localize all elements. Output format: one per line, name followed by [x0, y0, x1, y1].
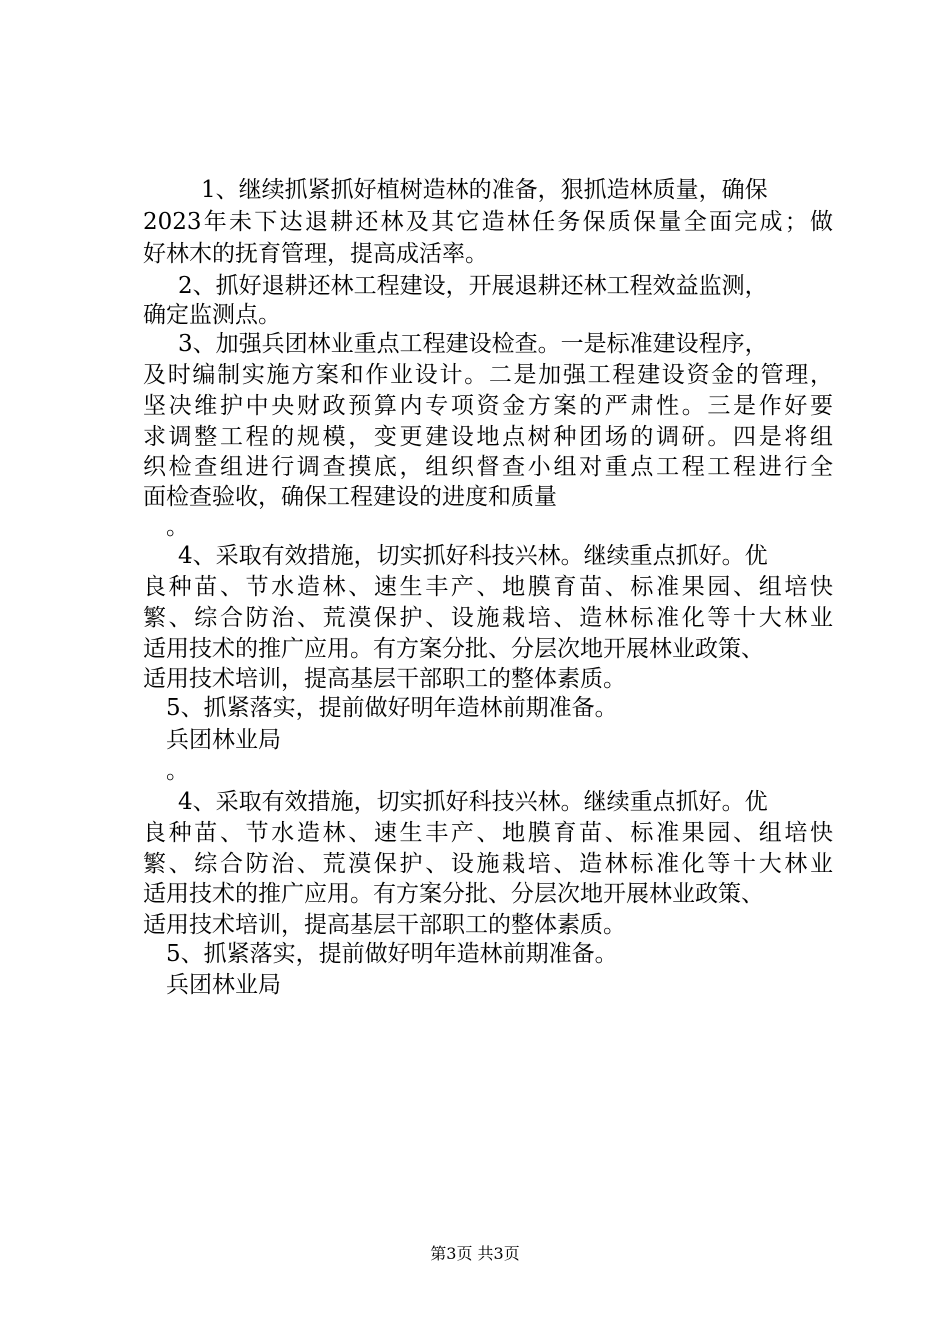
- text-line: 。: [143, 758, 189, 784]
- text-line: 1、继续抓紧抓好植树造林的准备，狠抓造林质量，确保: [178, 177, 768, 203]
- text-line: 5、抓紧落实，提前做好明年造林前期准备。: [143, 941, 618, 967]
- text-line: 繁、综合防治、荒漠保护、设施栽培、造林标准化等十大林业: [143, 851, 833, 877]
- text-line: 兵团林业局: [143, 972, 281, 998]
- text-line: 适用技术培训，提高基层干部职工的整体素质。: [143, 666, 626, 692]
- text-line: 2、抓好退耕还林工程建设，开展退耕还林工程效益监测，: [155, 273, 768, 299]
- text-line: 面检查验收，确保工程建设的进度和质量: [143, 484, 557, 510]
- text-line: 确定监测点。: [143, 302, 281, 328]
- text-line: 适用技术的推广应用。有方案分批、分层次地开展林业政策、: [143, 881, 764, 907]
- text-line: 5、抓紧落实，提前做好明年造林前期准备。: [143, 695, 618, 721]
- text-line: 兵团林业局: [143, 727, 281, 753]
- text-line: 良种苗、节水造林、速生丰产、地膜育苗、标准果园、组培快: [143, 820, 833, 846]
- text-line: 。: [143, 514, 189, 540]
- text-line: 3、加强兵团林业重点工程建设检查。一是标准建设程序，: [155, 331, 768, 357]
- text-line: 坚决维护中央财政预算内专项资金方案的严肃性。三是作好要: [143, 393, 833, 419]
- text-line: 适用技术的推广应用。有方案分批、分层次地开展林业政策、: [143, 636, 764, 662]
- text-line: 良种苗、节水造林、速生丰产、地膜育苗、标准果园、组培快: [143, 574, 833, 600]
- text-line: 2023年未下达退耕还林及其它造林任务保质保量全面完成；做: [143, 209, 833, 235]
- text-line: 织检查组进行调查摸底，组织督查小组对重点工程工程进行全: [143, 454, 833, 480]
- text-line: 适用技术培训，提高基层干部职工的整体素质。: [143, 912, 626, 938]
- page-number-footer: 第3页 共3页: [430, 1244, 520, 1263]
- text-line: 繁、综合防治、荒漠保护、设施栽培、造林标准化等十大林业: [143, 605, 833, 631]
- text-line: 求调整工程的规模，变更建设地点树种团场的调研。四是将组: [143, 424, 833, 450]
- text-line: 及时编制实施方案和作业设计。二是加强工程建设资金的管理，: [143, 362, 833, 388]
- text-line: 4、采取有效措施，切实抓好科技兴林。继续重点抓好。优: [155, 543, 768, 569]
- text-line: 好林木的抚育管理，提高成活率。: [143, 241, 488, 267]
- text-line: 4、采取有效措施，切实抓好科技兴林。继续重点抓好。优: [155, 789, 768, 815]
